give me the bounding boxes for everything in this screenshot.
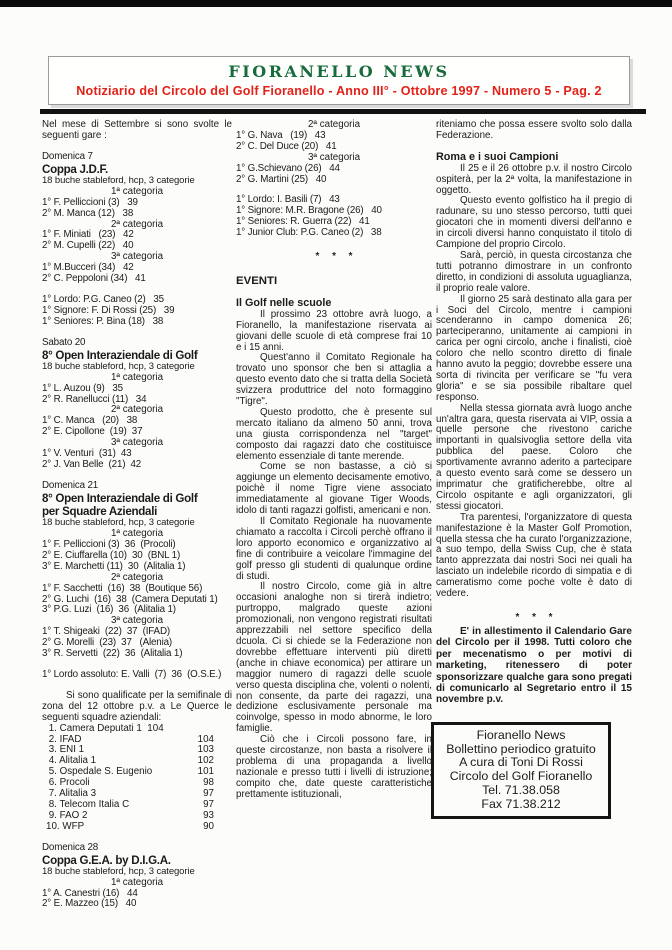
section-separator: * * * <box>515 611 558 623</box>
paragraph: Il Comitato Regionale ha nuovamente chiamato a raccolta i Circoli perchè offrano il loro apporto economico e organizzativo al fine di contribuire a veicolare l'immagine del golf presso gli studenti di qualunque ordine di studi. <box>236 516 432 582</box>
result-line: 1° Seniores: P. Bina (18) 38 <box>42 315 164 327</box>
competition-title: per Squadre Aziendali <box>42 504 158 518</box>
competition-format: 18 buche stableford, hcp, 3 categorie <box>42 360 195 372</box>
result-line: 3° E. Marchetti (11) 30 (Alitalia 1) <box>42 560 186 572</box>
result-line: Sabato 20 <box>42 336 86 348</box>
spacer <box>236 265 432 275</box>
paragraph: Questo evento golfistico ha il pregio di radunare, su uno stesso percorso, tutti quei giocatori che in momenti diversi dell'anno e in circoli diversi hanno conquistato il titolo di Campione del proprio Circolo. <box>436 195 632 251</box>
result-line: 3° P.G. Luzi (16) 36 (Alitalia 1) <box>42 604 176 616</box>
result-line: 2° C. Peppoloni (34) 41 <box>42 273 146 285</box>
competition-title: Coppa J.D.F. <box>42 162 108 176</box>
team-name: 8. Telecom Italia C <box>46 798 130 810</box>
newsletter-title: FIORANELLO NEWS <box>228 62 450 81</box>
category-label: 3ª categoria <box>110 251 164 263</box>
team-name: 9. FAO 2 <box>46 809 88 821</box>
team-score: 93 <box>203 809 214 821</box>
category-label: 1ª categoria <box>110 185 164 197</box>
columns <box>42 120 632 910</box>
paragraph: Nel mese di Settembre si sono svolte le seguenti gare : <box>42 119 232 141</box>
team-score: 97 <box>203 788 214 800</box>
result-line: 2° E. Cipollone (19) 37 <box>42 426 143 438</box>
team-score: 101 <box>197 766 214 778</box>
column-right <box>436 120 632 910</box>
competition-format: 18 buche stableford, hcp, 3 categorie <box>42 865 195 877</box>
result-line: 1° M.Bucceri (34) 42 <box>42 262 134 274</box>
result-line: 1° G.Schievano (26) 44 <box>236 162 340 174</box>
team-name: 2. IFAD <box>46 733 82 745</box>
article-heading: Roma e i suoi Campioni <box>436 150 559 163</box>
spacer <box>436 600 632 610</box>
paragraph: Il giorno 25 sarà destinato alla gara per i Soci del Circolo, mentre i campioni scenderanno in campo domenica 26; parteciperanno, unitamente ai campioni in carica per ogni circolo, anche i finalisti, cioè coloro che nello scontro diretto di finale hanno avuto la peggio; dovrebbe essere una sorta di rivincita per verificare se "fu vera gloria" e se sia possibile ribaltare quel responso. <box>436 293 632 403</box>
competition-title: Coppa G.E.A. by D.I.G.A. <box>42 853 171 867</box>
category-label: 2ª categoria <box>110 404 164 416</box>
result-line: 1° F. Sacchetti (16) 38 (Boutique 56) <box>42 582 203 594</box>
info-box-line: Fioranello News <box>476 727 566 742</box>
paragraph: Tra parentesi, l'organizzatore di questa manifestazione è la Master Golf Promotion, quella stessa che ha curato l'organizzazione, a suo tempo, della Swiss Cup, che è stata tanto apprezzata dai nostri Soci nei quali ha lasciato un indelebile ricordo di simpatia e di cameratismo come poche volte è dato di vedere. <box>436 511 632 600</box>
team-score: 90 <box>203 820 214 832</box>
info-box-line: Fax 71.38.212 <box>481 796 561 811</box>
paragraph: Il nostro Circolo, come già in altre occasioni analoghe non si tirerà indietro; purtroppo, malgrado queste azioni promozionali, non vengono registrati risultati apprezzabili nel settore specifico della dcuola. Ci si chiede se la Federazione non dovrebbe effettuare interventi più diretti (anche in chiave economica) per attirare un maggior numero di ragazzi delle scuole verso questa disciplina che, volenti o nolenti, non consente, da parte dei ragazzi, una dedizione esclusivamente personale ma coinvolge, spesso in modo abnorme, le loro famiglie. <box>236 581 432 735</box>
result-line: 2° G. Morelli (23) 37 (Alenia) <box>42 637 173 649</box>
result-line: Domenica 7 <box>42 150 93 162</box>
paragraph: riteniamo che possa essere svolto solo dalla Federazione. <box>436 119 632 141</box>
result-line: 2° R. Ranellucci (11) 34 <box>42 393 147 405</box>
paragraph: Il prossimo 23 ottobre avrà luogo, a Fioranello, la manifestazione riservata ai giovani delle scuole di età comprese frai 10 e i 15 anni. <box>236 308 432 353</box>
article-heading: Il Golf nelle scuole <box>236 296 332 309</box>
paragraph: Si sono qualificate per la semifinale di zona del 12 ottobre p.v. a Le Querce le seguenti squadre aziendali: <box>42 689 232 723</box>
result-line: 1° Lordo: I. Basili (7) 43 <box>236 194 340 206</box>
paragraph: Il 25 e il 26 ottobre p.v. il nostro Circolo ospiterà, per la 2ª volta, la manifestazione in oggetto. <box>436 162 632 196</box>
category-label: 1ª categoria <box>110 371 164 383</box>
paragraph: Sarà, perciò, in questa circostanza che tutti potranno dimostrare in un confronto diretto, in condizioni di assoluta uguaglianza, il proprio reale valore. <box>436 249 632 294</box>
result-line: 2° G. Martini (25) 40 <box>236 173 327 185</box>
competition-title: 8° Open Interaziendale di Golf <box>42 348 198 362</box>
category-label: 3ª categoria <box>110 615 164 627</box>
info-box-line: Tel. 71.38.058 <box>482 782 560 797</box>
paragraph: Ciò che i Circoli possono fare, in queste circostanze, non basta a risolvere il problema di una propaganda a livello nazionale e presso tutti i livelli di istruzione; compito che, date queste caratteristiche prettamente istituzionali, <box>236 734 432 800</box>
team-score: 97 <box>203 798 214 810</box>
category-label: 3ª categoria <box>110 437 164 449</box>
category-label: 2ª categoria <box>110 218 164 230</box>
category-label: 2ª categoria <box>110 571 164 583</box>
team-name: 3. ENI 1 <box>46 744 85 756</box>
newsletter-subtitle: Notiziario del Circolo del Golf Fioranello - Anno III° - Ottobre 1997 - Numero 5 - Pag. 2 <box>76 84 602 98</box>
section-heading: EVENTI <box>236 274 278 287</box>
team-name: 10. WFP <box>46 820 85 832</box>
team-name: 1. Camera Deputati 1 104 <box>46 722 164 734</box>
paragraph: Questo prodotto, che è presente sul mercato italiano da almeno 50 anni, trova una giusta corrispondenza nel "target" composto dai ragazzi dato che costituisce elemento essenziale di tante merende. <box>236 406 432 462</box>
masthead-box <box>48 56 630 105</box>
competition-format: 18 buche stableford, hcp, 3 categorie <box>42 174 195 186</box>
notice-paragraph: E' in allestimento il Calendario Gare del Circolo per il 1998. Tutti coloro che per mecenatismo o per motivi di marketing, ritenessero di poter sponsorizzare qualche gara sono pregati di comunicarlo al Segretario entro il 15 novembre p.v. <box>436 625 632 706</box>
spacer <box>436 706 632 716</box>
info-box-line: Circolo del Golf Fioranello <box>449 769 593 784</box>
result-line: 2° M. Cupelli (22) 40 <box>42 240 134 252</box>
header-rule <box>40 109 646 114</box>
team-name: 4. Alitalia 1 <box>46 755 97 767</box>
result-line: 1° F. Pelliccioni (3) 36 (Procoli) <box>42 539 176 550</box>
category-label: 1ª categoria <box>110 876 164 888</box>
category-label: 1ª categoria <box>110 528 164 540</box>
paragraph: Nella stessa giornata avrà luogo anche un'altra gara, questa riservata ai VIP, ossia a quelle persone che rivestono cariche importanti in qualsivoglia settore della vita pubblica del paese. Coloro che sportivamente avranno aderito a partecipare a questo evento sarà come se dessero un imprimatur che gratificherebbe, oltre al Circolo ospitante e agli organizzatori, gli stessi giocatori. <box>436 402 632 512</box>
team-name: 6. Procoli <box>46 777 90 789</box>
result-line: 1° F. Miniati (23) 42 <box>42 229 134 241</box>
result-line: 1° Junior Club: P.G. Caneo (2) 38 <box>236 227 382 239</box>
column-left <box>42 120 232 910</box>
result-line: 2° G. Luchi (16) 38 (Camera Deputati 1) <box>42 593 218 605</box>
competition-title: 8° Open Interaziendale di Golf <box>42 491 198 505</box>
result-line: 1° F. Pelliccioni (3) 39 <box>42 196 138 208</box>
result-line: 1° V. Venturi (31) 43 <box>42 448 132 460</box>
result-line: 2° E. Ciuffarella (10) 30 (BNL 1) <box>42 549 181 561</box>
info-box <box>431 722 611 819</box>
result-line: 1° Signore: F. Di Rossi (25) 39 <box>42 304 175 316</box>
paragraph: Quest'anno il Comitato Regionale ha trovato uno sponsor che ben si attaglia a questo evento dato che si tratta della Società svizzera produttrice del noto formaggino "Tigre". <box>236 352 432 408</box>
spacer <box>236 239 432 249</box>
team-row <box>42 724 232 735</box>
result-line: 1° Signore: M.R. Bragone (26) 40 <box>236 205 382 217</box>
category-label: 3ª categoria <box>307 151 361 163</box>
result-line: 1° C. Manca (20) 38 <box>42 415 138 427</box>
team-score: 102 <box>197 755 214 767</box>
result-line: Domenica 21 <box>42 479 99 491</box>
category-label: 2ª categoria <box>307 119 361 130</box>
column-middle <box>236 120 432 910</box>
scan-edge-bar <box>0 0 672 7</box>
competition-format: 18 buche stableford, hcp, 3 categorie <box>42 517 195 529</box>
team-score: 103 <box>197 744 214 756</box>
result-line: 1° T. Shigeaki (22) 37 (IFAD) <box>42 626 170 638</box>
result-line: Domenica 28 <box>42 841 99 853</box>
result-line: 1° Lordo assoluto: E. Valli (7) 36 (O.S.E.) <box>42 668 222 680</box>
result-line: 2° J. Van Belle (21) 42 <box>42 458 142 470</box>
result-line: 1° G. Nava (19) 43 <box>236 129 326 141</box>
section-separator: * * * <box>315 251 358 263</box>
result-line: 1° Seniores: R. Guerra (22) 41 <box>236 216 370 228</box>
team-score: 104 <box>197 733 214 745</box>
result-line: 1° A. Canestri (16) 44 <box>42 887 138 899</box>
team-name: 7. Alitalia 3 <box>46 788 97 800</box>
team-score: 98 <box>203 777 214 789</box>
team-name: 5. Ospedale S. Eugenio <box>46 766 153 778</box>
result-line: 1° L. Auzou (9) 35 <box>42 382 123 394</box>
paragraph: Come se non bastasse, a ciò si aggiunge un elemento decisamente emotivo, poichè il nome Tigre viene associato immediatamente al giovane Tiger Woods, idolo di tanti ragazzi golfisti, americani e non. <box>236 461 432 517</box>
result-line: 3° R. Servetti (22) 36 (Alitalia 1) <box>42 648 183 660</box>
info-box-line: Bollettino periodico gratuito <box>446 741 596 756</box>
result-line: 1° Lordo: P.G. Caneo (2) 35 <box>42 293 164 305</box>
result-line: 2° C. Del Duce (20) 41 <box>236 140 337 152</box>
result-line: 2° M. Manca (12) 38 <box>42 207 134 219</box>
result-line: 2° E. Mazzeo (15) 40 <box>42 898 137 910</box>
team-row <box>42 822 232 833</box>
info-box-line: A cura di Toni Di Rossi <box>459 755 583 770</box>
